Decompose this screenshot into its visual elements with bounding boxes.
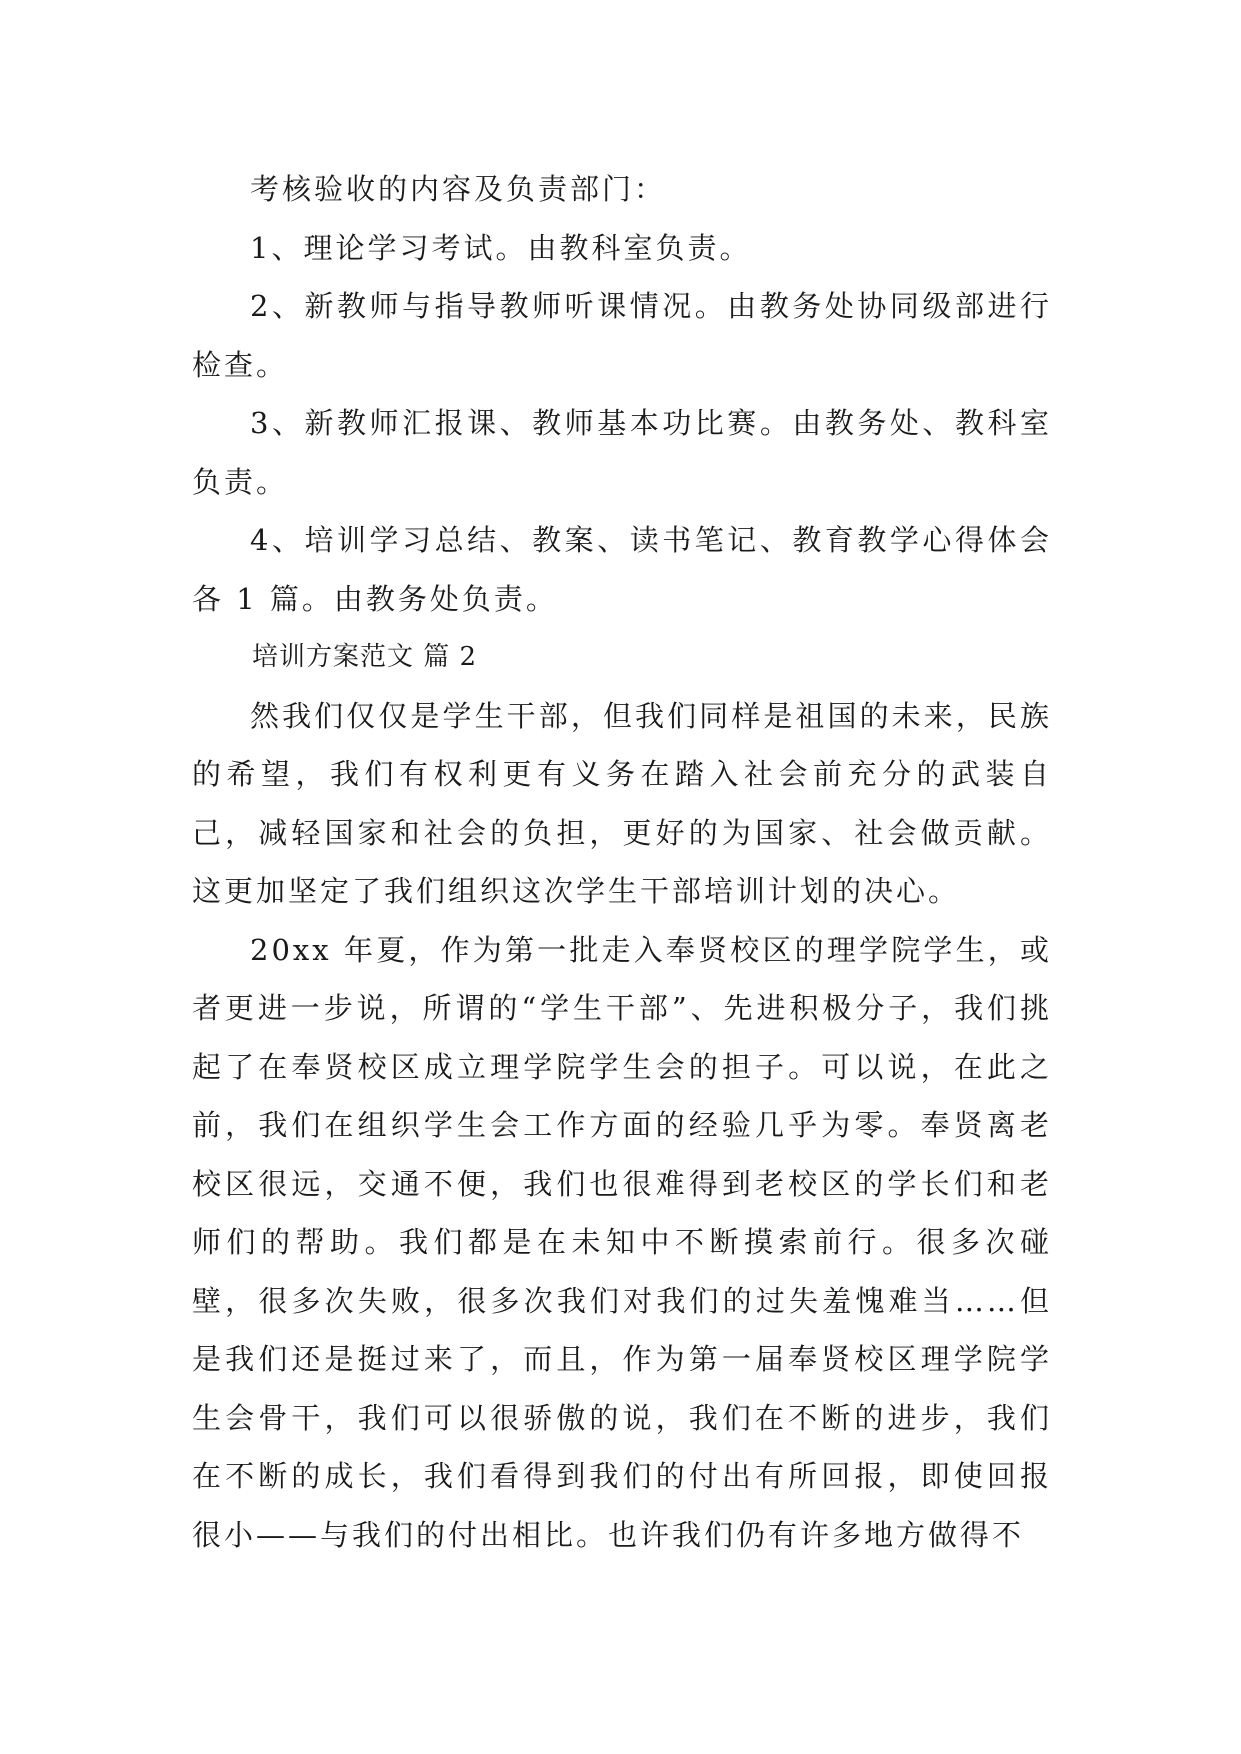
paragraph-item-4: 4、培训学习总结、教案、读书笔记、教育教学心得体会各 1 篇。由教务处负责。 — [192, 523, 1052, 616]
section-heading: 培训方案范文 篇 2 — [252, 642, 478, 672]
paragraph-body-1: 然我们仅仅是学生干部，但我们同样是祖国的未来，民族的希望，我们有权利更有义务在踏入社会前充分的武装自己，减轻国家和社会的负担，更好的为国家、社会做贡献。这更加坚定了我们组织这次学生干部培训计划的决心。 — [192, 698, 1052, 908]
paragraph-item-3: 3、新教师汇报课、教师基本功比赛。由教务处、教科室负责。 — [192, 406, 1052, 499]
document-body — [192, 160, 1052, 1564]
paragraph-assessment-intro: 考核验收的内容及负责部门： — [250, 172, 667, 206]
paragraph-item-2: 2、新教师与指导教师听课情况。由教务处协同级部进行检查。 — [192, 289, 1052, 382]
paragraph-body-2: 20xx 年夏，作为第一批走入奉贤校区的理学院学生，或者更进一步说，所谓的“学生干部”、先进积极分子，我们挑起了在奉贤校区成立理学院学生会的担子。可以说，在此之前，我们在组织学生会工作方面的经验几乎为零。奉贤离老校区很远，交通不便，我们也很难得到老校区的学长们和老师们的帮助。我们都是在未知中不断摸索前行。很多次碰壁，很多次失败，很多次我们对我们的过失羞愧难当……但是我们还是挺过来了，而且，作为第一届奉贤校区理学院学生会骨干，我们可以很骄傲的说，我们在不断的进步，我们在不断的成长，我们看得到我们的付出有所回报，即使回报很小——与我们的付出相比。也许我们仍有许多地方做得不 — [192, 932, 1052, 1552]
paragraph-item-1: 1、理论学习考试。由教科室负责。 — [250, 230, 752, 265]
